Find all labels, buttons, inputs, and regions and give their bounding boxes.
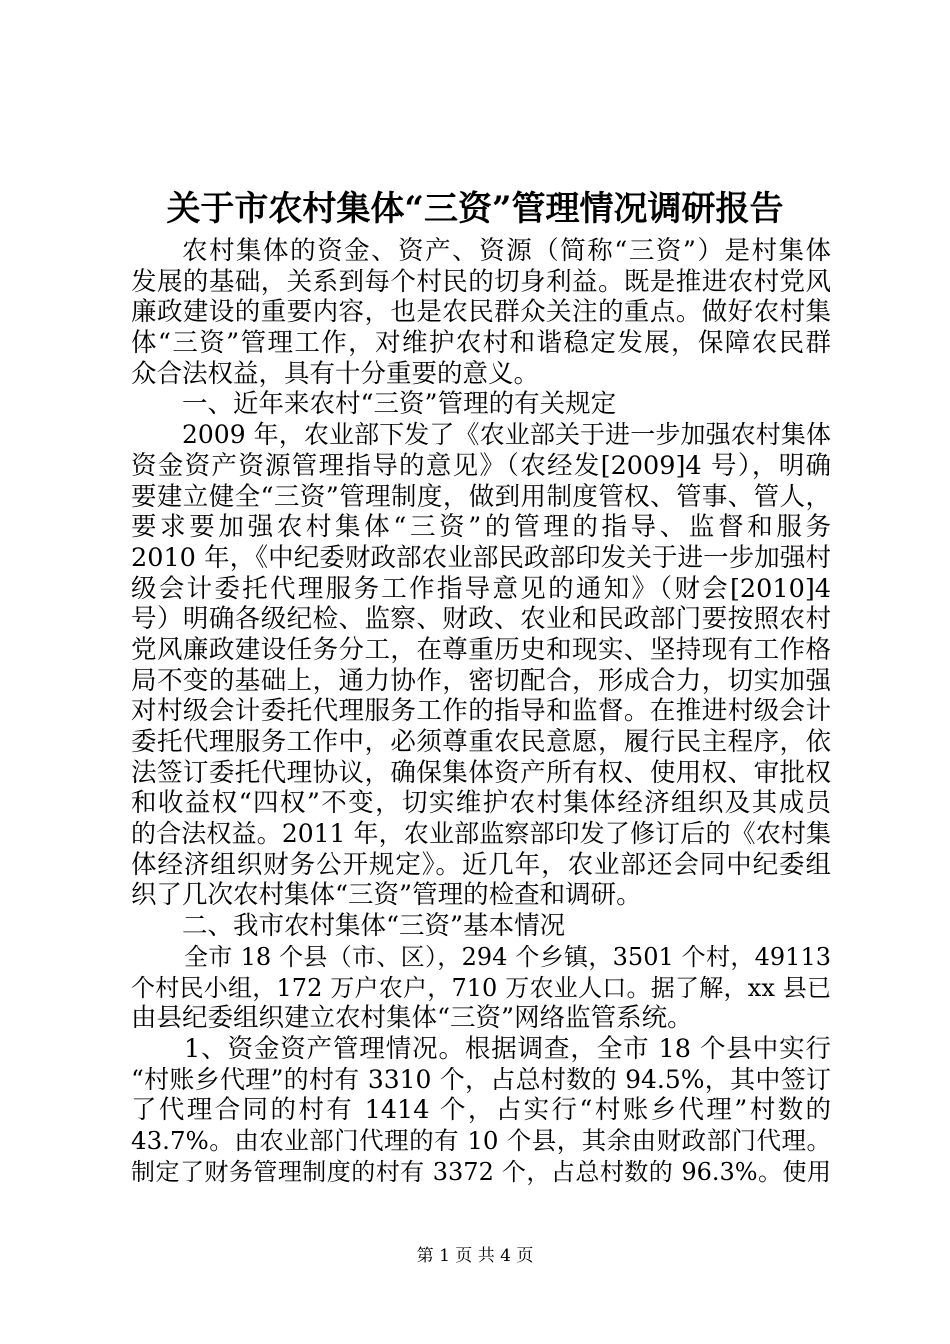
text-line: 党风廉政建设任务分工，在尊重历史和现实、坚持现有工作格	[131, 634, 831, 665]
text-line: 1、资金资产管理情况。根据调查，全市 18 个县中实行	[184, 1033, 831, 1064]
text-line: 法签订委托代理协议，确保集体资产所有权、使用权、审批权	[131, 757, 831, 788]
text-line: 2010 年，《中纪委财政部农业部民政部印发关于进一步加强村	[131, 542, 831, 573]
text-line: 织了几次农村集体“三资”管理的检查和调研。	[131, 880, 642, 911]
text-line: 委托代理服务工作中，必须尊重农民意愿，履行民主程序，依	[131, 727, 831, 757]
document-body	[131, 236, 831, 1187]
text-line: 2009 年，农业部下发了《农业部关于进一步加强农村集体	[182, 420, 831, 450]
text-line: 体“三资”管理工作，对维护农村和谐稳定发展，保障农民群	[131, 328, 831, 359]
page-footer: 第 1 页 共 4 页	[416, 1246, 534, 1266]
text-line: 个村民小组，172 万户农户，710 万农业人口。据了解，xx 县已	[131, 973, 831, 1002]
text-line: 廉政建设的重要内容，也是农民群众关注的重点。做好农村集	[131, 297, 831, 328]
text-line: 局不变的基础上，通力协作，密切配合，形成合力，切实加强	[131, 665, 831, 696]
section-heading: 二、我市农村集体“三资”基本情况	[182, 911, 566, 942]
text-line: “村账乡代理”的村有 3310 个，占总村数的 94.5%，其中签订	[131, 1064, 831, 1094]
text-line: 发展的基础，关系到每个村民的切身利益。既是推进农村党风	[131, 266, 831, 297]
text-line: 全市 18 个县（市、区），294 个乡镇，3501 个村，49113	[184, 942, 831, 971]
text-line: 了代理合同的村有 1414 个，占实行“村账乡代理”村数的	[131, 1095, 831, 1126]
text-line: 体经济组织财务公开规定》。近几年，农业部还会同中纪委组	[131, 849, 831, 880]
text-line: 要求要加强农村集体“三资”的管理的指导、监督和服务	[131, 512, 831, 543]
text-line: 对村级会计委托代理服务工作的指导和监督。在推进村级会计	[131, 696, 831, 727]
text-line: 号）明确各级纪检、监察、财政、农业和民政部门要按照农村	[131, 604, 831, 635]
document-title: 关于市农村集体“三资”管理情况调研报告	[166, 189, 784, 229]
text-line: 制定了财务管理制度的村有 3372 个，占总村数的 96.3%。使用	[131, 1157, 831, 1186]
text-line: 的合法权益。2011 年，农业部监察部印发了修订后的《农村集	[131, 819, 831, 849]
text-line: 43.7%。由农业部门代理的有 10 个县，其余由财政部门代理。	[131, 1125, 831, 1155]
text-line: 要建立健全“三资”管理制度，做到用制度管权、管事、管人，	[131, 481, 831, 512]
text-line: 资金资产资源管理指导的意见》（农经发[2009]4 号），明确	[131, 450, 831, 481]
section-heading: 一、近年来农村“三资”管理的有关规定	[182, 389, 617, 420]
text-line: 农村集体的资金、资产、资源（简称“三资”）是村集体	[182, 236, 831, 266]
text-line: 由县纪委组织建立农村集体“三资”网络监管系统。	[131, 1003, 693, 1034]
text-line: 级会计委托代理服务工作指导意见的通知》（财会[2010]4	[131, 573, 831, 604]
text-line: 众合法权益，具有十分重要的意义。	[131, 358, 540, 389]
text-line: 和收益权“四权”不变，切实维护农村集体经济组织及其成员	[131, 788, 831, 819]
